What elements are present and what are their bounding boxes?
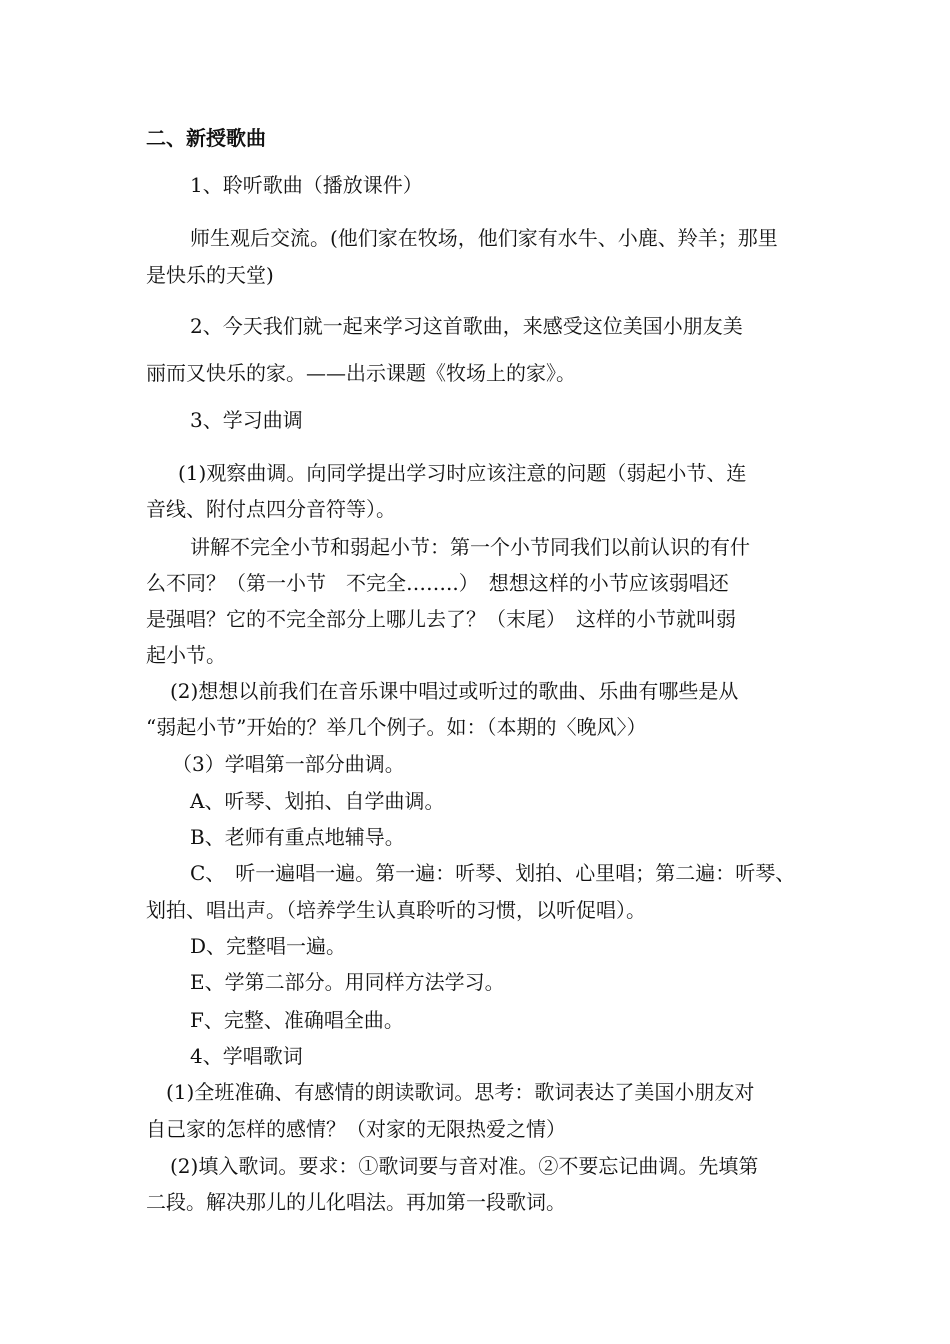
text-line: 二段。解决那儿的儿化唱法。再加第一段歌词。 [146, 1190, 566, 1214]
text-line: 自己家的怎样的感情？（对家的无限热爱之情） [146, 1117, 566, 1141]
text-line: 4、学唱歌词 [190, 1044, 303, 1068]
text-line: B、老师有重点地辅导。 [190, 825, 405, 849]
text-line: C、 听一遍唱一遍。第一遍：听琴、划拍、心里唱；第二遍：听琴、 [190, 861, 796, 885]
text-line: 师生观后交流。(他们家在牧场，他们家有水牛、小鹿、羚羊；那里 [190, 226, 778, 250]
text-line: 讲解不完全小节和弱起小节：第一个小节同我们以前认识的有什 [190, 535, 750, 559]
text-line: 3、学习曲调 [190, 408, 303, 432]
text-line: E、学第二部分。用同样方法学习。 [190, 970, 505, 994]
text-line: 是快乐的天堂) [146, 263, 274, 287]
text-line: 么不同？（第一小节 不完全……..） 想想这样的小节应该弱唱还 [146, 571, 729, 595]
text-line: (1)全班准确、有感情的朗读歌词。思考：歌词表达了美国小朋友对 [166, 1080, 755, 1104]
section-heading: 二、新授歌曲 [146, 126, 266, 150]
text-line: (2)想想以前我们在音乐课中唱过或听过的歌曲、乐曲有哪些是从 [170, 679, 739, 703]
text-line: “弱起小节”开始的？举几个例子。如：（本期的〈晚风〉） [146, 715, 647, 739]
text-line: A、听琴、划拍、自学曲调。 [190, 789, 445, 813]
text-line: 音线、附付点四分音符等）。 [146, 497, 396, 521]
text-line: D、完整唱一遍。 [190, 934, 347, 958]
text-line: 是强唱？它的不完全部分上哪儿去了？（末尾） 这样的小节就叫弱 [146, 607, 736, 631]
text-line: 1、聆听歌曲（播放课件） [190, 173, 423, 197]
text-line: 起小节。 [146, 643, 226, 667]
text-line: 丽而又快乐的家。——出示课题《牧场上的家》。 [146, 361, 576, 385]
text-line: 划拍、唱出声。（培养学生认真聆听的习惯，以听促唱）。 [146, 898, 646, 922]
text-line: (2)填入歌词。要求：①歌词要与音对准。②不要忘记曲调。先填第 [170, 1154, 759, 1178]
text-line: F、完整、准确唱全曲。 [190, 1008, 404, 1032]
text-line: （3）学唱第一部分曲调。 [172, 752, 405, 776]
text-line: (1)观察曲调。向同学提出学习时应该注意的问题（弱起小节、连 [178, 461, 747, 485]
text-line: 2、今天我们就一起来学习这首歌曲，来感受这位美国小朋友美 [190, 314, 743, 338]
